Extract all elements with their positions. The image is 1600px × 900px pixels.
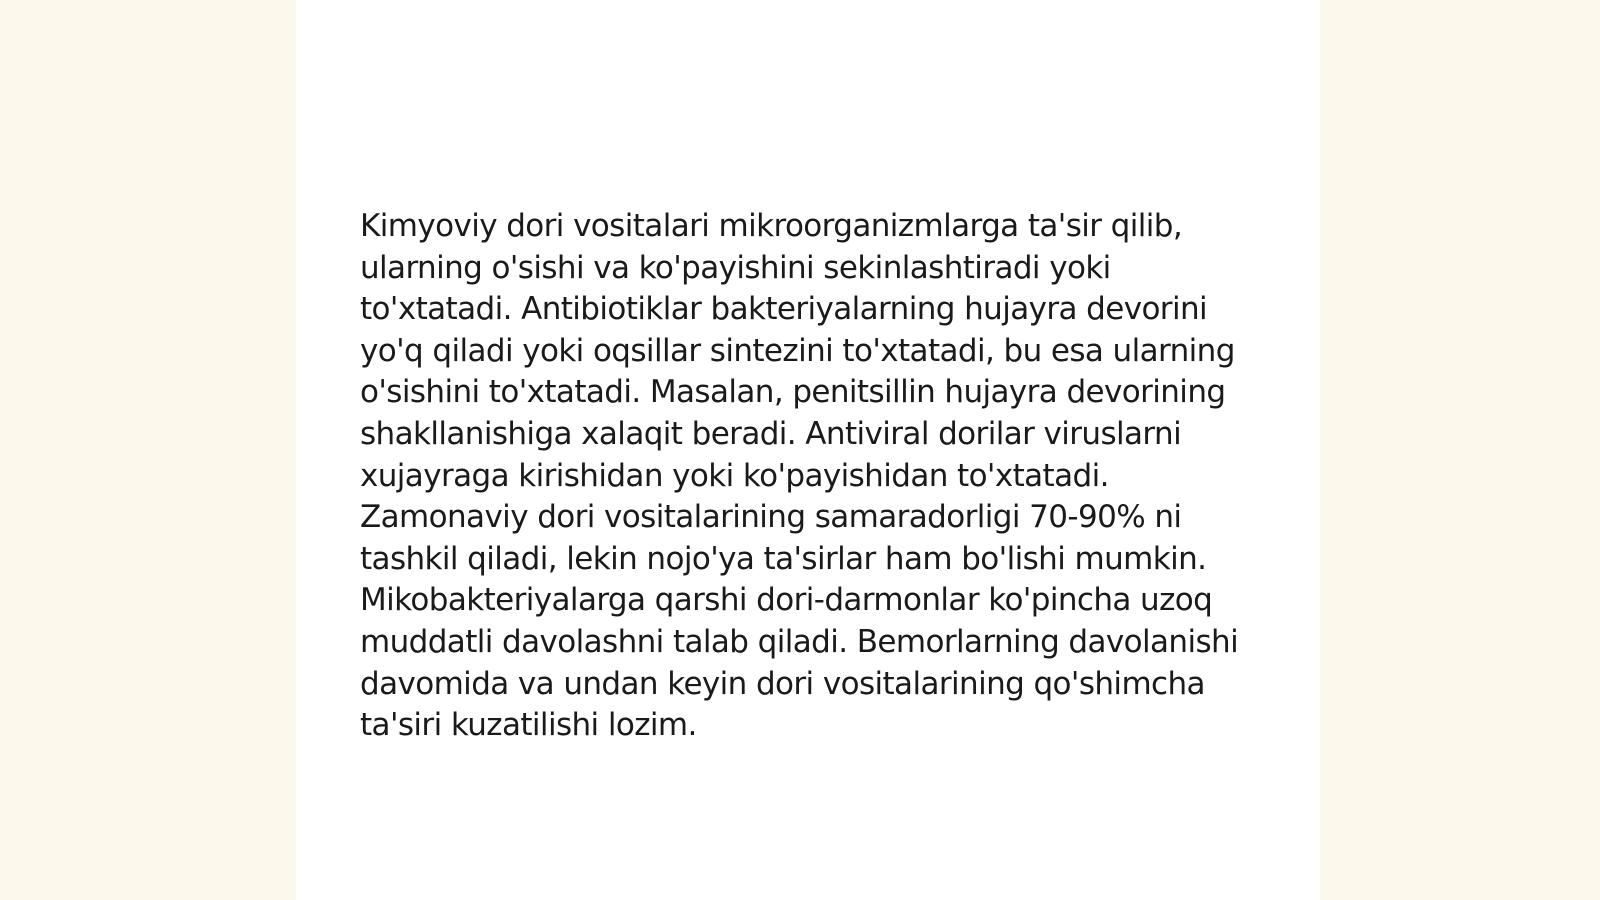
left-margin-background [0, 0, 296, 900]
body-paragraph: Kimyoviy dori vositalari mikroorganizmlarga ta'sir qilib, ularning o'sishi va ko'payishini sekinlashtiradi yoki to'xtatadi. Antibiotiklar bakteriyalarning hujayra devorini yo'q qiladi yoki oqsillar sintezini to'xtatadi, bu esa ularning o'sishini to'xtatadi. Masalan, penitsillin hujayra devorining shakllanishiga xalaqit beradi. Antiviral dorilar viruslarni xujayraga kirishidan yoki ko'payishidan to'xtatadi. Zamonaviy dori vositalarining samaradorligi 70-90% ni tashkil qiladi, lekin nojo'ya ta'sirlar ham bo'lishi mumkin. Mikobakteriyalarga qarshi dori-darmonlar ko'pincha uzoq muddatli davolashni talab qiladi. Bemorlarning davolanishi davomida va undan keyin dori vositalarining qo'shimcha ta'siri kuzatilishi lozim. [360, 208, 1239, 744]
right-margin-background [1320, 0, 1600, 900]
